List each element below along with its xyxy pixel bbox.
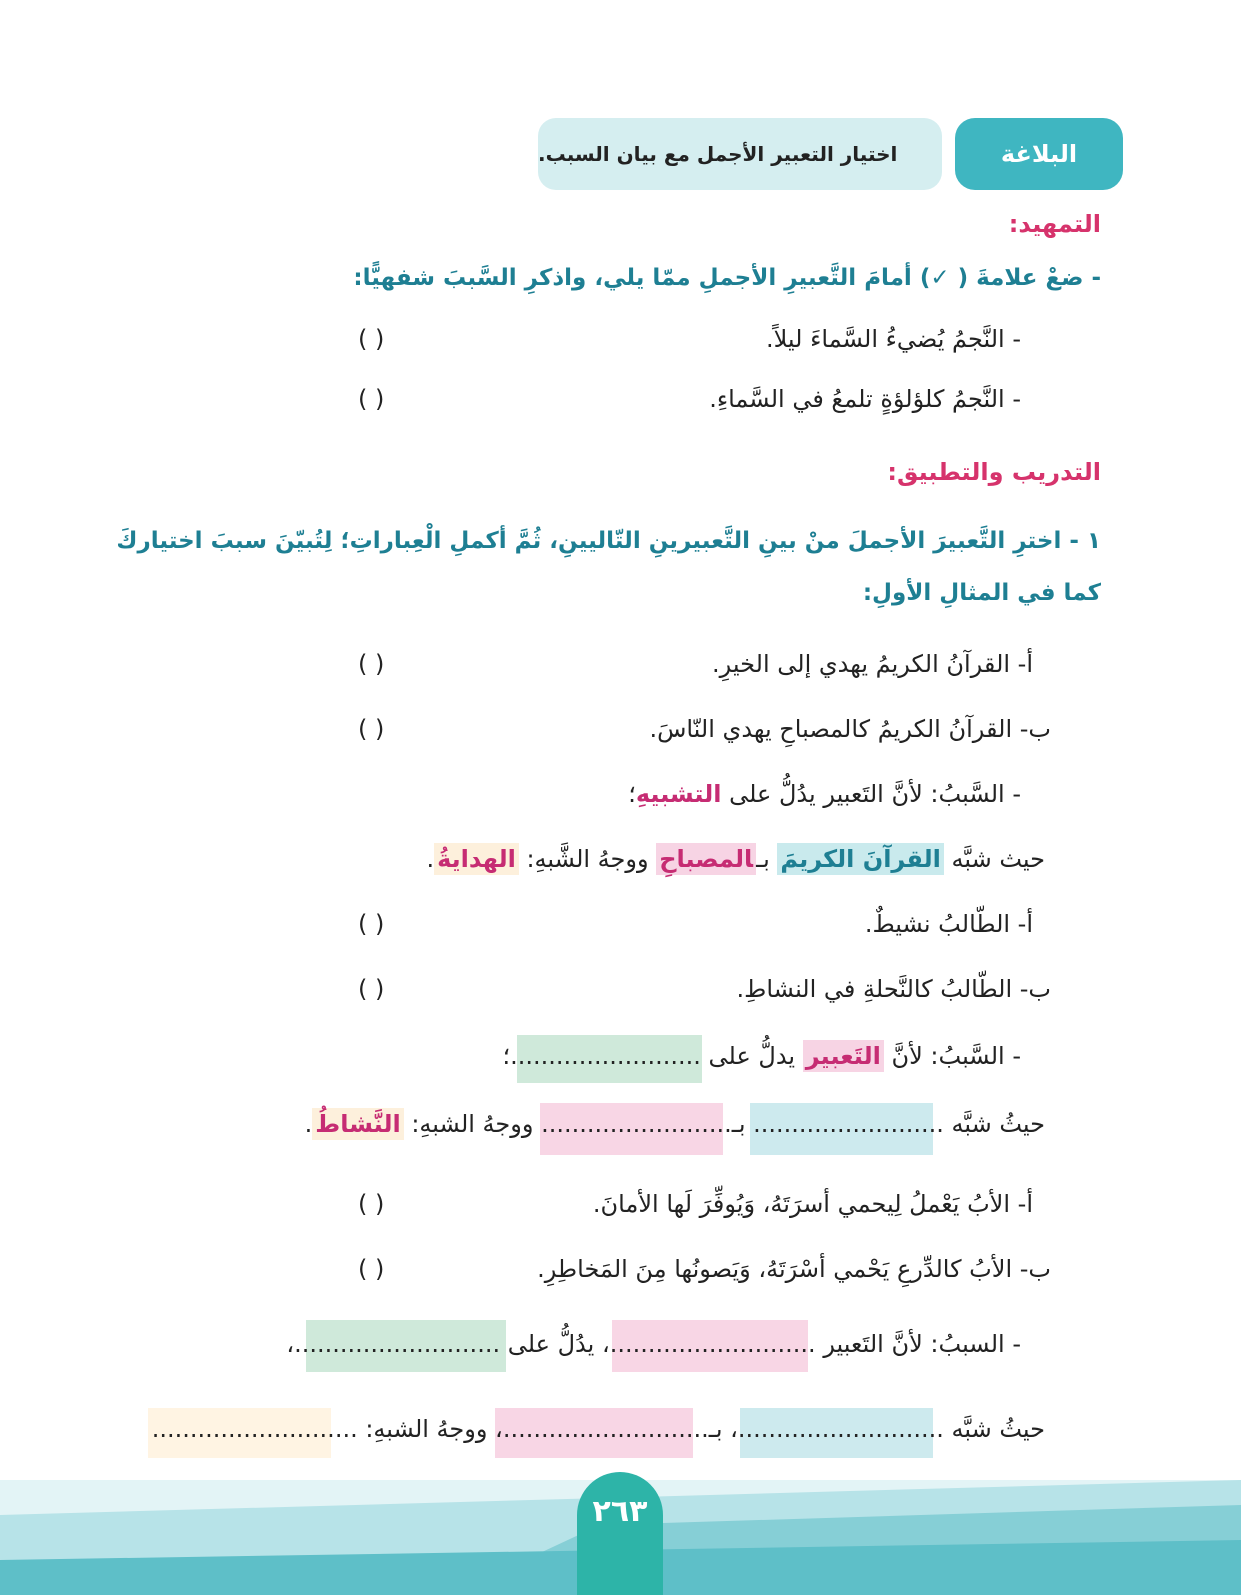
group1-option-a: أ- القرآنُ الكريمُ يهدي إلى الخيرِ. — [712, 650, 1033, 678]
practice-instruction-line2: كما في المثالِ الأولِ: — [862, 580, 1101, 606]
blank-dots[interactable]: ......................... — [541, 1110, 732, 1138]
section-tag: البلاغة — [955, 118, 1123, 190]
blank-dots[interactable]: ........................... — [151, 1415, 358, 1443]
answer-paren[interactable]: ( ) — [358, 325, 385, 353]
blank-dots[interactable]: ........................... — [502, 1415, 709, 1443]
group2-reason: - السَّببُ: لأنَّ التَعبير يدلُّ على .........................؛ — [502, 1042, 1021, 1070]
blank-dots[interactable]: ........................... — [294, 1330, 501, 1358]
group3-option-b: ب- الأبُ كالدِّرعِ يَحْمي أسْرَتَهُ، وَيَصونُها مِنَ المَخاطِرِ. — [537, 1255, 1051, 1283]
intro-heading: التمهيد: — [1008, 210, 1101, 238]
blank-dots[interactable]: ........................... — [609, 1330, 816, 1358]
group3-where: حيثُ شبَّه ...........................، بـ...........................، ووجهُ الشبهِ: ........................... — [151, 1415, 1045, 1443]
answer-paren[interactable]: ( ) — [358, 1255, 385, 1283]
blank-dots[interactable]: .........................؛ — [502, 1042, 701, 1070]
group2-where: حيثُ شبَّه ......................... بـ......................... ووجهُ الشبهِ: النَّشاطُ. — [304, 1110, 1045, 1138]
page-number: ٢٦٣ — [577, 1472, 663, 1595]
group1-where: حيث شبَّه القرآنَ الكريمَ بـالمصباحِ ووجهُ الشَّبهِ: الهدايةُ. — [426, 845, 1045, 873]
blank-dots[interactable]: ......................... — [753, 1110, 944, 1138]
keyword-tashbih: التشبيهِ — [635, 780, 722, 808]
group1-reason: - السَّببُ: لأنَّ التَعبير يدُلُّ على التشبيهِ؛ — [628, 780, 1021, 808]
lesson-subtitle: اختيار التعبير الأجمل مع بيان السبب. — [538, 118, 942, 190]
group2-option-b: ب- الطّالبُ كالنَّحلةِ في النشاطِ. — [736, 975, 1051, 1003]
practice-instruction-line1: ١ - اخترِ التَّعبيرَ الأجملَ منْ بينِ التَّعبيرينِ التّاليينِ، ثُمَّ أكملِ الْعِباراتِ؛ لِتُبيّنَ سببَ اختياركَ — [116, 528, 1101, 554]
intro-item-2: - النَّجمُ كلؤلؤةٍ تلمعُ في السَّماءِ. — [709, 385, 1021, 413]
group1-option-b: ب- القرآنُ الكريمُ كالمصباحِ يهدي النّاسَ. — [649, 715, 1051, 743]
group3-reason: - السببُ: لأنَّ التَعبير ...........................، يدُلُّ على ...........................، — [286, 1330, 1021, 1358]
answer-paren[interactable]: ( ) — [358, 975, 385, 1003]
answer-paren[interactable]: ( ) — [358, 650, 385, 678]
practice-heading: التدريب والتطبيق: — [887, 458, 1101, 486]
highlight-hidaya: الهدايةُ — [434, 843, 519, 875]
group3-option-a: أ- الأبُ يَعْملُ لِيحمي أسرَتَهُ، وَيُوفِّرَ لَها الأمانَ. — [592, 1190, 1033, 1218]
answer-paren[interactable]: ( ) — [358, 715, 385, 743]
intro-item-1: - النَّجمُ يُضيءُ السَّماءَ ليلاً. — [765, 325, 1021, 353]
highlight-taabir: التَعبير — [803, 1040, 884, 1072]
intro-instruction: - ضعْ علامةَ ( ✓) أمامَ التَّعبيرِ الأجملِ ممّا يلي، واذكرِ السَّببَ شفهيًّا: — [353, 265, 1101, 291]
group2-option-a: أ- الطّالبُ نشيطٌ. — [864, 910, 1033, 938]
blank-dots[interactable]: ........................... — [737, 1415, 944, 1443]
answer-paren[interactable]: ( ) — [358, 910, 385, 938]
answer-paren[interactable]: ( ) — [358, 385, 385, 413]
highlight-misbah: المصباحِ — [656, 843, 756, 875]
highlight-quran: القرآنَ الكريمَ — [777, 843, 943, 875]
answer-paren[interactable]: ( ) — [358, 1190, 385, 1218]
highlight-nashat: النَّشاطُ — [312, 1108, 403, 1140]
